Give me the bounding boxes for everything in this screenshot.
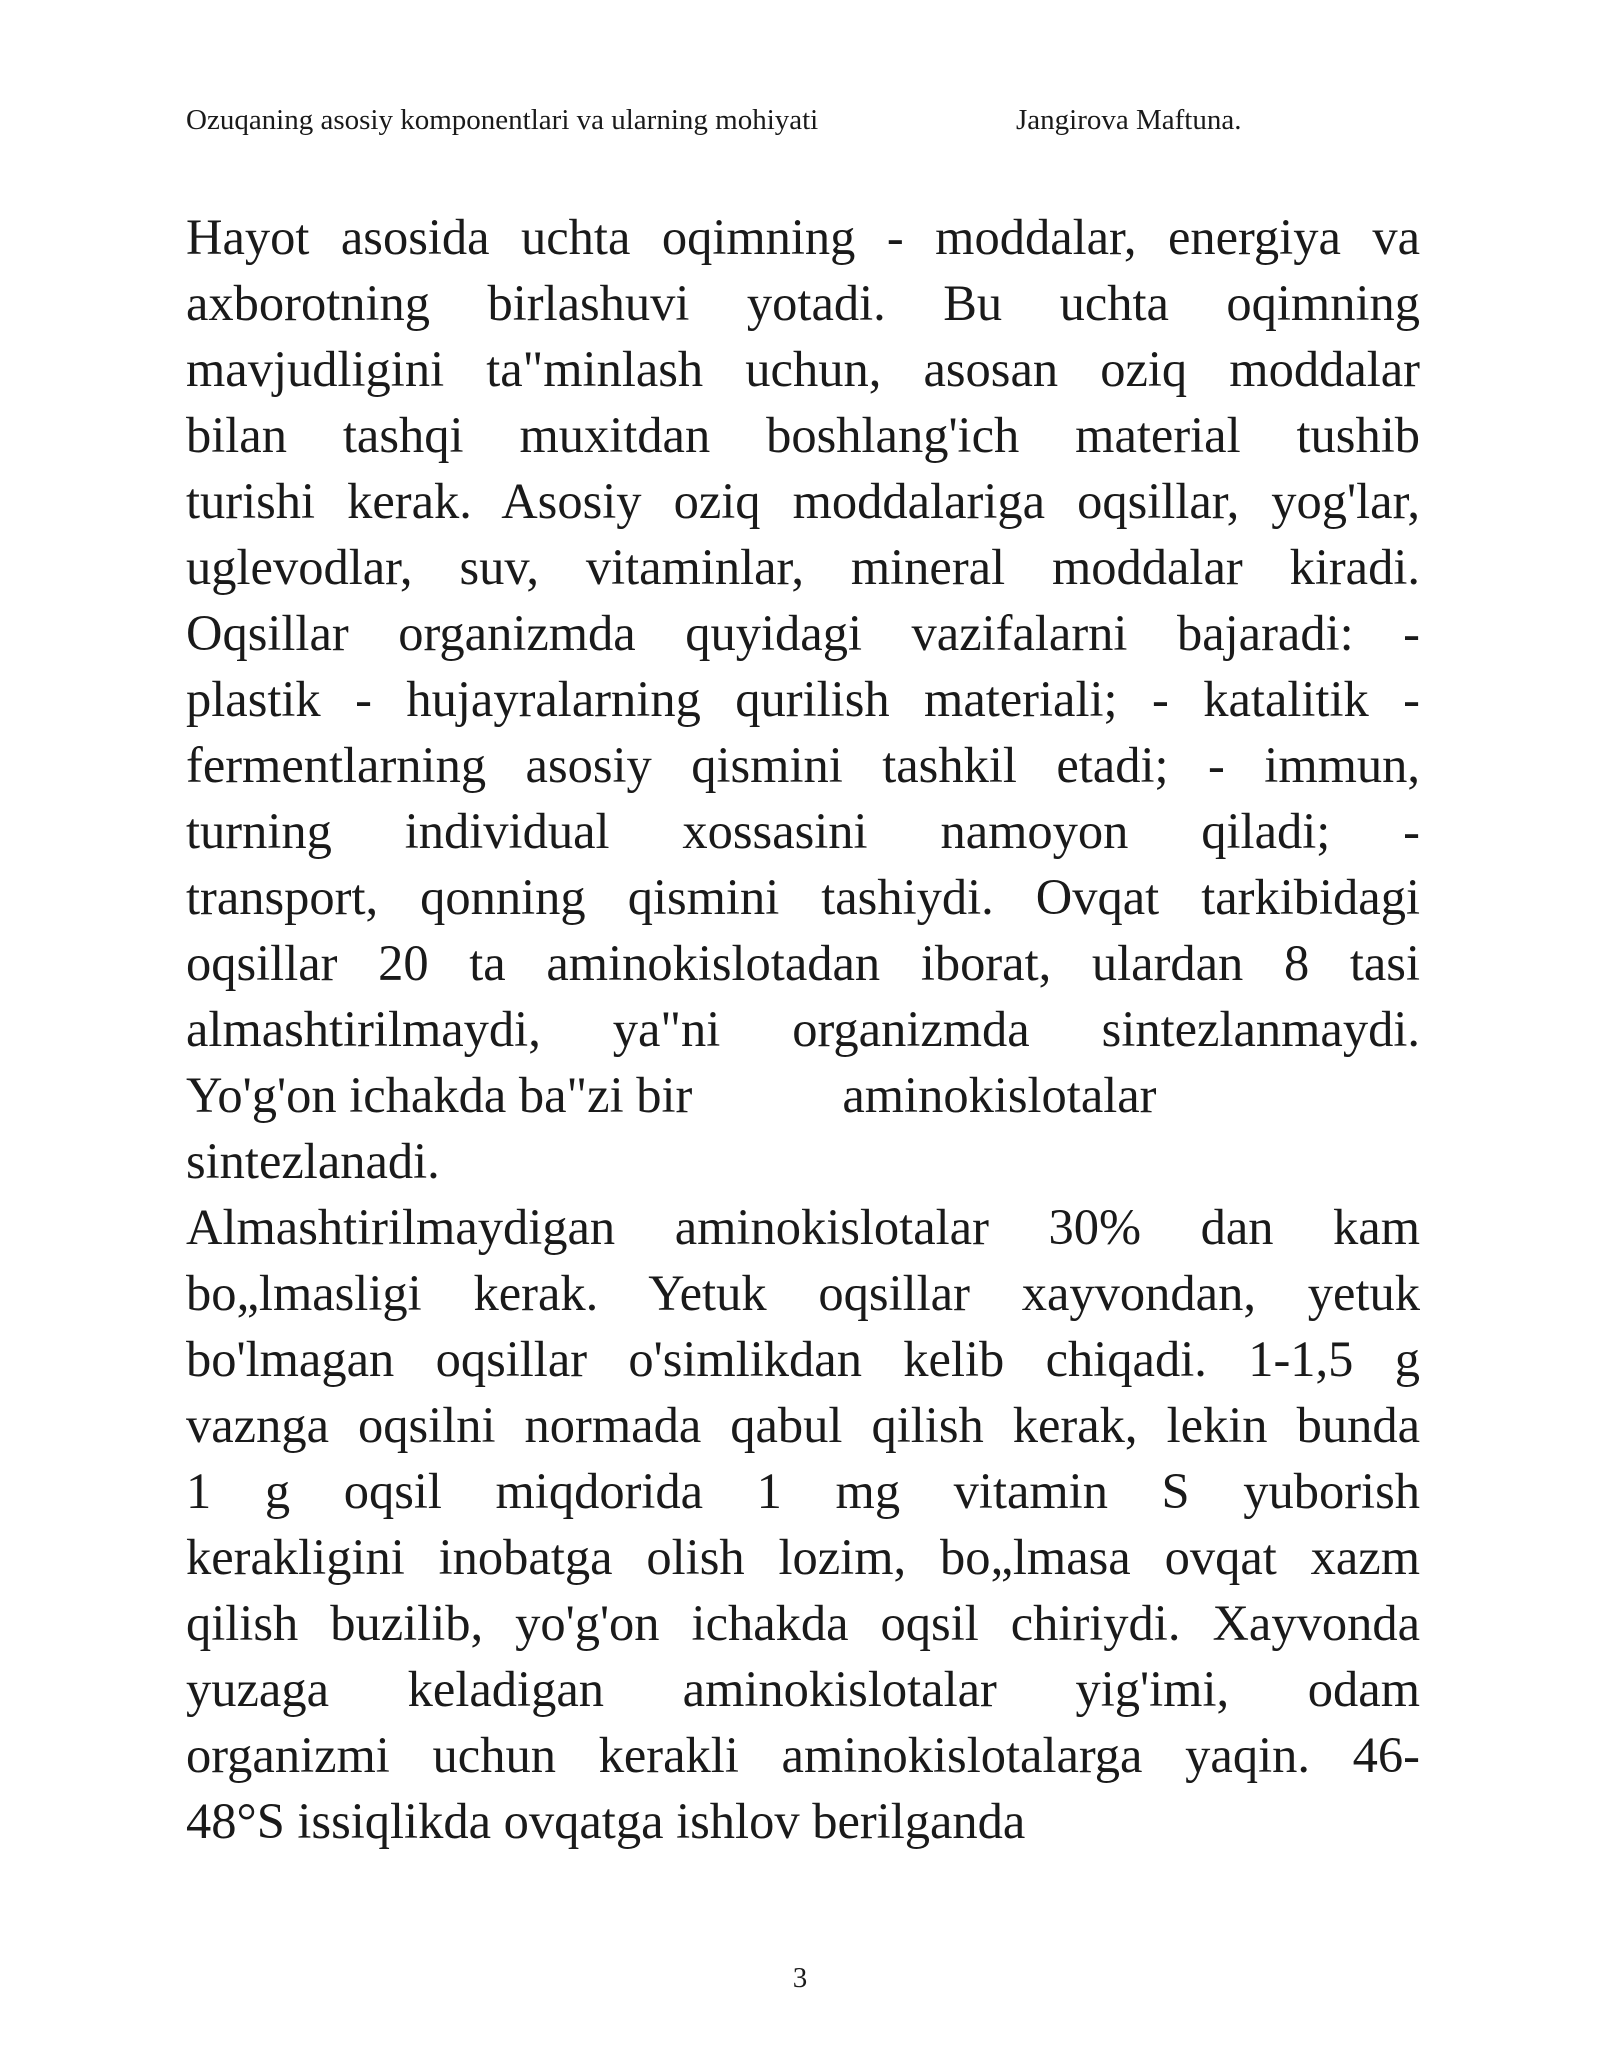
text-line: bo„lmasligi kerak. Yetuk oqsillar xayvondan, yetuk: [186, 1265, 1420, 1321]
paragraph-1: [186, 204, 1420, 1194]
text-segment: Yo'g'on ichakda ba"zi bir: [186, 1067, 693, 1123]
running-header: [186, 100, 1426, 140]
text-line: 48°S issiqlikda ovqatga ishlov berilganda: [186, 1793, 1026, 1849]
text-line: axborotning birlashuvi yotadi. Bu uchta oqimning: [186, 275, 1420, 331]
text-line: kerakligini inobatga olish lozim, bo„lmasa ovqat xazm: [186, 1529, 1420, 1585]
page-number: 3: [792, 1962, 808, 1994]
text-line: uglevodlar, suv, vitaminlar, mineral moddalar kiradi.: [186, 539, 1420, 595]
text-line: Hayot asosida uchta oqimning - moddalar, energiya va: [186, 209, 1420, 265]
text-line: bo'lmagan oqsillar o'simlikdan kelib chiqadi. 1-1,5 g: [186, 1331, 1420, 1387]
paragraph-2: [186, 1194, 1420, 1854]
text-line: turning individual xossasini namoyon qiladi; -: [186, 803, 1420, 859]
text-line: 1 g oqsil miqdorida 1 mg vitamin S yuborish: [186, 1463, 1420, 1519]
header-title: Ozuqaning asosiy komponentlari va ularning mohiyati: [186, 104, 819, 136]
text-line: Oqsillar organizmda quyidagi vazifalarni bajaradi: -: [186, 605, 1420, 661]
text-line: vaznga oqsilni normada qabul qilish kerak, lekin bunda: [186, 1397, 1420, 1453]
text-line: [186, 1062, 1420, 1128]
text-line: sintezlanadi.: [186, 1133, 440, 1189]
text-line: bilan tashqi muxitdan boshlang'ich material tushib: [186, 407, 1420, 463]
text-line: fermentlarning asosiy qismini tashkil etadi; - immun,: [186, 737, 1420, 793]
text-line: organizmi uchun kerakli aminokislotalarga yaqin. 46-: [186, 1727, 1420, 1783]
text-line: Almashtirilmaydigan aminokislotalar 30% dan kam: [186, 1199, 1420, 1255]
text-line: mavjudligini ta"minlash uchun, asosan oziq moddalar: [186, 341, 1420, 397]
text-line: yuzaga keladigan aminokislotalar yig'imi, odam: [186, 1661, 1420, 1717]
text-line: oqsillar 20 ta aminokislotadan iborat, ulardan 8 tasi: [186, 935, 1420, 991]
text-line: transport, qonning qismini tashiydi. Ovqat tarkibidagi: [186, 869, 1420, 925]
text-line: turishi kerak. Asosiy oziq moddalariga oqsillar, yog'lar,: [186, 473, 1420, 529]
text-line: plastik - hujayralarning qurilish materiali; - katalitik -: [186, 671, 1420, 727]
text-line: almashtirilmaydi, ya"ni organizmda sintezlanmaydi.: [186, 1001, 1420, 1057]
text-segment: aminokislotalar: [842, 1067, 1157, 1123]
header-author: Jangirova Maftuna.: [1016, 104, 1242, 136]
body-text: [186, 204, 1420, 1854]
text-line: qilish buzilib, yo'g'on ichakda oqsil chiriydi. Xayvonda: [186, 1595, 1420, 1651]
